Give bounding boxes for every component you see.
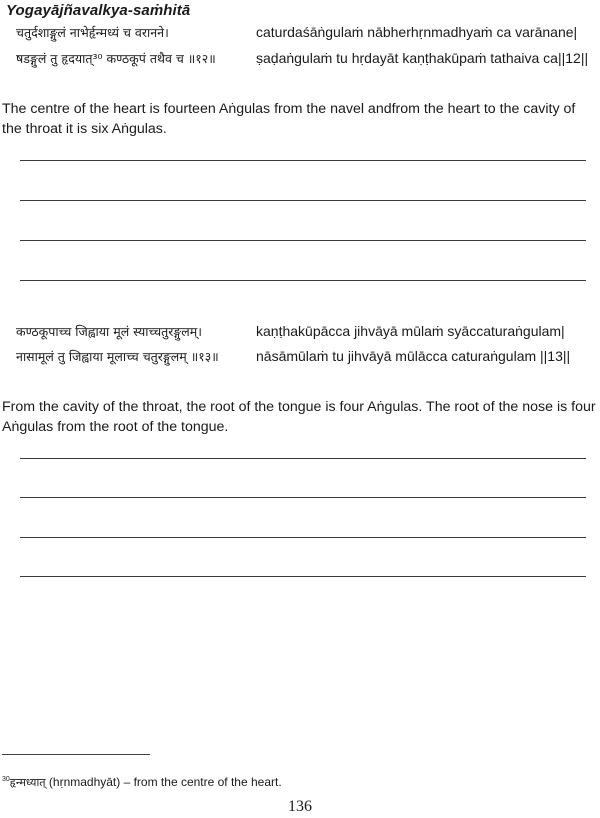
footnote-devanagari: हृन्मध्यात् — [9, 776, 46, 789]
footnote-text: (hṛnmadhyāt) – from the centre of the heart. — [45, 775, 282, 789]
writing-line — [20, 458, 586, 459]
writing-line — [20, 280, 586, 281]
footnote-marker: 30 — [2, 776, 10, 783]
page-number: 136 — [288, 798, 312, 815]
transliteration-text: caturdaśāṅgulaṁ nābherhṛnmadhyaṁ ca varānane| — [256, 24, 578, 40]
devanagari-text: षडङ्गुलं तु हृदयात्³⁰ कण्ठकूपं तथैव च ॥१२॥ — [16, 51, 216, 66]
verse-line — [16, 348, 596, 368]
transliteration-text: ṣaḍaṅgulaṁ tu hṛdayāt kaṇṭhakūpaṁ tathaiva ca||12|| — [256, 50, 589, 66]
devanagari-text: चतुर्दशाङ्गुलं नाभेर्हृन्मध्यं च वरानने। — [16, 25, 169, 40]
transliteration-text: nāsāmūlaṁ tu jihvāyā mūlācca caturaṅgulam ||13|| — [256, 348, 571, 364]
devanagari-text: कण्ठकूपाच्च जिह्वाया मूलं स्याच्चतुरङ्गुलम्। — [16, 324, 202, 339]
writing-line — [20, 160, 586, 161]
verse-line — [16, 50, 596, 70]
writing-line — [20, 537, 586, 538]
devanagari-text: नासामूलं तु जिह्वाया मूलाच्च चतुरङ्गुलम् ॥१३॥ — [16, 349, 219, 364]
footnote-divider — [2, 754, 150, 755]
writing-line — [20, 240, 586, 241]
verse-line — [16, 24, 596, 44]
verse-line — [16, 323, 596, 343]
writing-line — [20, 497, 586, 498]
footnote — [2, 775, 282, 790]
page-header-title: Yogayājñavalkya-saṁhitā — [6, 2, 191, 19]
writing-line — [20, 200, 586, 201]
transliteration-text: kaṇṭhakūpācca jihvāyā mūlaṁ syāccaturaṅgulam| — [256, 323, 565, 339]
translation-paragraph: From the cavity of the throat, the root of the tongue is four Aṅgulas. The root of the nose is four Aṅgulas from the root of the tongue. — [2, 399, 596, 435]
translation-paragraph: The centre of the heart is fourteen Aṅgulas from the navel andfrom the heart to the cavity of the throat it is six Aṅgulas. — [2, 101, 576, 137]
writing-line — [20, 576, 586, 577]
